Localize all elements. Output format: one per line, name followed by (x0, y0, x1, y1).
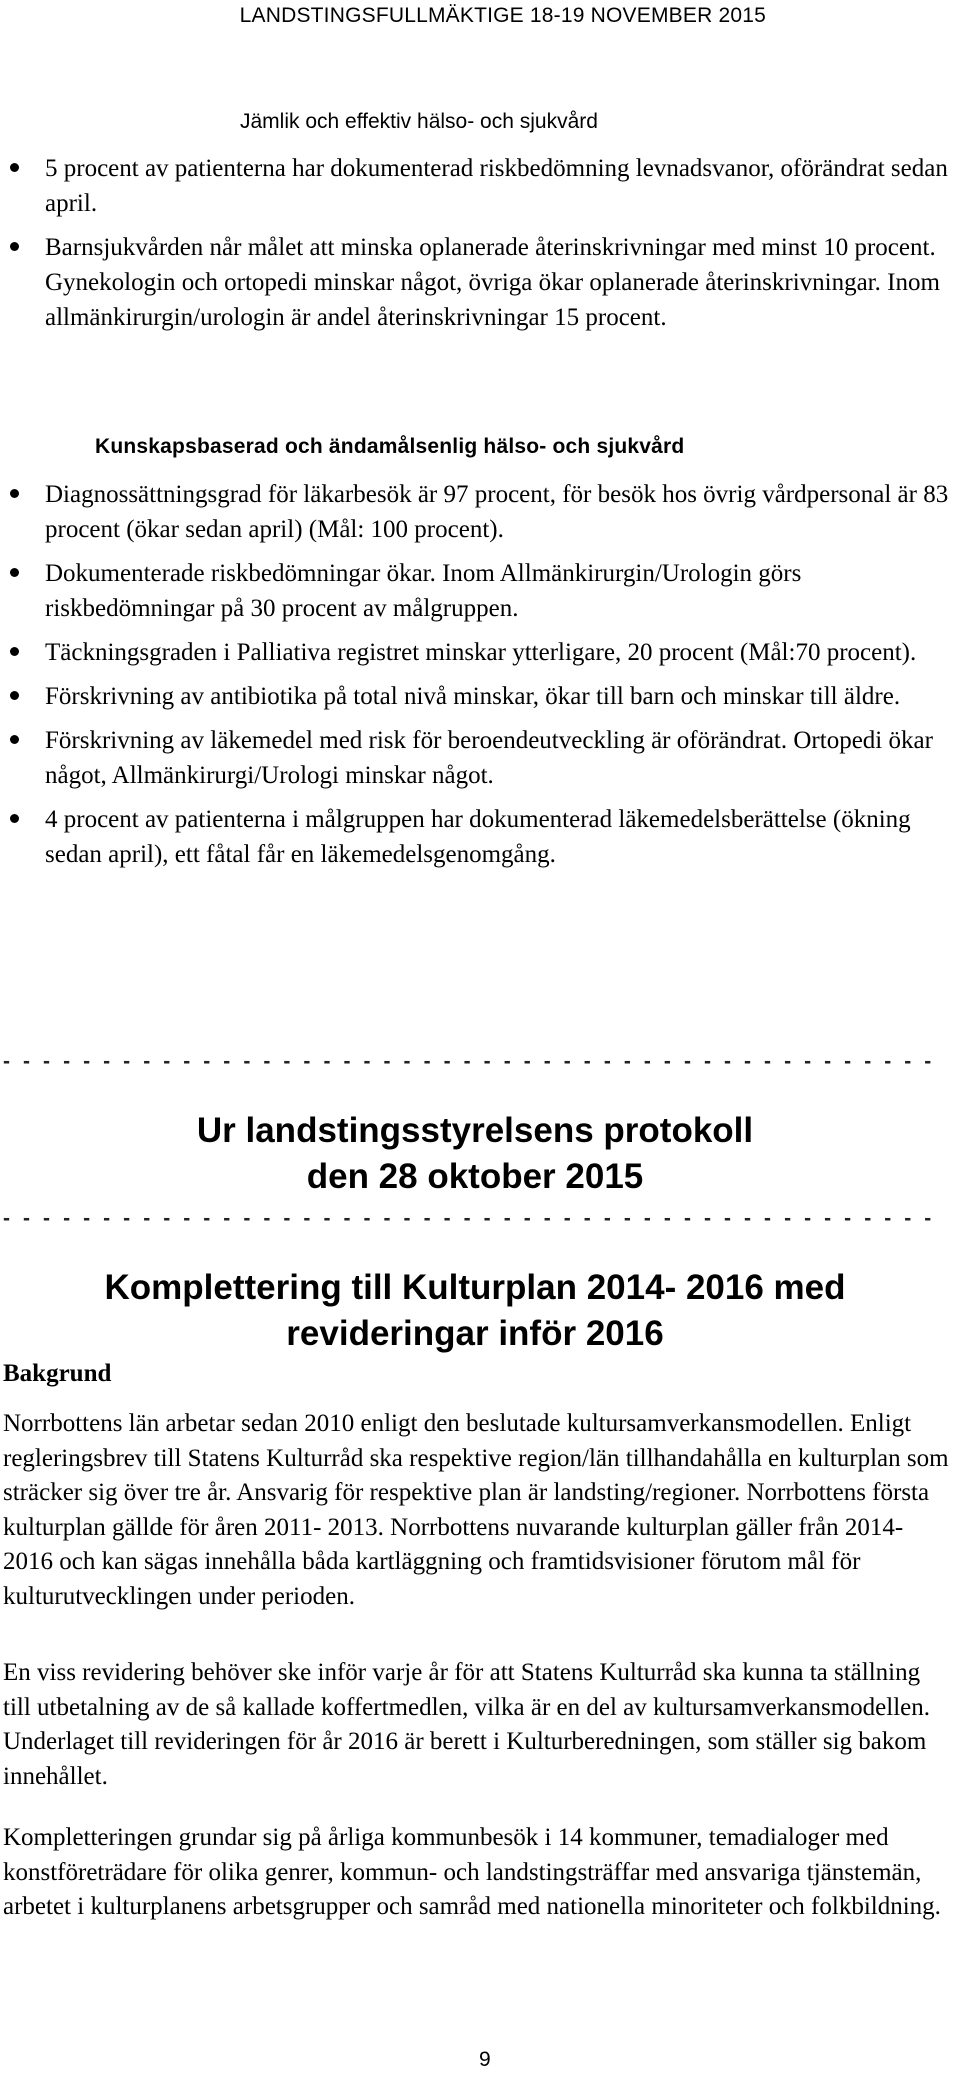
kulturplan-title (0, 1265, 950, 1357)
paragraph-text: Norrbottens län arbetar sedan 2010 enligt den beslutade kultursamverkansmodellen. Enligt regleringsbrev till Statens Kulturråd ska respektive region/län tillhandahålla en kulturplan som sträcker sig över tre år. Ansvarig för respektive plan är landsting/regioner. Norrbottens första kulturplan gällde för åren 2011- 2013. Norrbottens nuvarande kulturplan gäller från 2014- 2016 och kan sägas innehålla båda kartläggning och framtidsvisioner förutom mål för kulturutvecklingen under perioden. (3, 1410, 949, 1610)
dashed-divider-top: - - - - - - - - - - - - - - - - - - - - - - - - - - - - - - - - - - - - - - - - - - - - - - - (3, 1050, 935, 1073)
list-item (0, 802, 950, 872)
bullet-icon (10, 489, 19, 498)
bullet-icon (10, 735, 19, 744)
bullet-icon (10, 814, 19, 823)
body-paragraph (3, 1656, 949, 1794)
subheading-background: Bakgrund (3, 1360, 112, 1387)
list-item-text: Förskrivning av läkemedel med risk för beroendeutveckling är oförändrat. Ortopedi ökar något, Allmänkirurgi/Urologi minskar något. (45, 727, 933, 789)
body-paragraph (3, 1407, 949, 1615)
paragraph-text: En viss revidering behöver ske inför varje år för att Statens Kulturråd ska kunna ta ställning till utbetalning av de så kallade koffertmedlen, vilka är en del av kultursamverkansmodellen. Underlaget till revideringen för år 2016 är berett i Kulturberedningen, som ställer sig bakom innehållet. (3, 1659, 931, 1790)
paragraph-text: Kompletteringen grundar sig på årliga kommunbesök i 14 kommuner, temadialoger med konstföreträdare för olika genrer, kommun- och landstingsträffar med ansvariga tjänstemän, arbetet i kulturplanens arbetsgrupper och samråd med nationella minoriteter och folkbildning. (3, 1824, 941, 1921)
body-paragraph (3, 1821, 949, 1925)
list-item-text: 5 procent av patienterna har dokumenterad riskbedömning levnadsvanor, oförändrat sedan april. (45, 155, 948, 217)
bullet-icon (10, 163, 19, 172)
list-item (0, 230, 950, 335)
list-item (0, 151, 950, 221)
bullet-icon (10, 242, 19, 251)
list-item-text: Barnsjukvården når målet att minska oplanerade återinskrivningar med minst 10 procent. Gynekologin och ortopedi minskar något, övriga ökar oplanerade återinskrivningar. Inom allmänkirurgin/urologin är andel återinskrivningar 15 procent. (45, 234, 940, 331)
dashed-divider-bottom: - - - - - - - - - - - - - - - - - - - - - - - - - - - - - - - - - - - - - - - - - - - - - - - (3, 1207, 935, 1230)
bullet-list-equal-care (0, 151, 950, 344)
list-item (0, 679, 950, 714)
list-item-text: Täckningsgraden i Palliativa registret minskar ytterligare, 20 procent (Mål:70 procent). (45, 639, 917, 666)
bullet-icon (10, 568, 19, 577)
section-heading-knowledge-care: Kunskapsbaserad och ändamålsenlig hälso- och sjukvård (95, 435, 685, 458)
protocol-title-line: Ur landstingsstyrelsens protokoll (196, 1111, 754, 1150)
section-heading-equal-care: Jämlik och effektiv hälso- och sjukvård (240, 110, 598, 133)
kulturplan-title-line: Komplettering till Kulturplan 2014- 2016 med (104, 1268, 846, 1307)
bullet-list-knowledge-care (0, 477, 950, 881)
list-item (0, 723, 950, 793)
page-number: 9 (479, 2048, 491, 2071)
list-item-text: Dokumenterade riskbedömningar ökar. Inom Allmänkirurgin/Urologin görs riskbedömningar på 30 procent av målgruppen. (45, 560, 802, 622)
list-item (0, 635, 950, 670)
bullet-icon (10, 691, 19, 700)
protocol-date-line: den 28 oktober 2015 (306, 1157, 644, 1196)
kulturplan-title-line: revideringar inför 2016 (286, 1314, 664, 1353)
list-item-text: Diagnossättningsgrad för läkarbesök är 97 procent, för besök hos övrig vårdpersonal är 83 procent (ökar sedan april) (Mål: 100 procent). (45, 481, 949, 543)
list-item-text: Förskrivning av antibiotika på total nivå minskar, ökar till barn och minskar till äldre. (45, 683, 901, 710)
bullet-icon (10, 647, 19, 656)
running-header: LANDSTINGSFULLMÄKTIGE 18-19 NOVEMBER 2015 (239, 4, 766, 27)
list-item (0, 556, 950, 626)
list-item (0, 477, 950, 547)
list-item-text: 4 procent av patienterna i målgruppen har dokumenterad läkemedelsberättelse (ökning sedan april), ett fåtal får en läkemedelsgenomgång. (45, 806, 911, 868)
protocol-title (0, 1108, 950, 1200)
